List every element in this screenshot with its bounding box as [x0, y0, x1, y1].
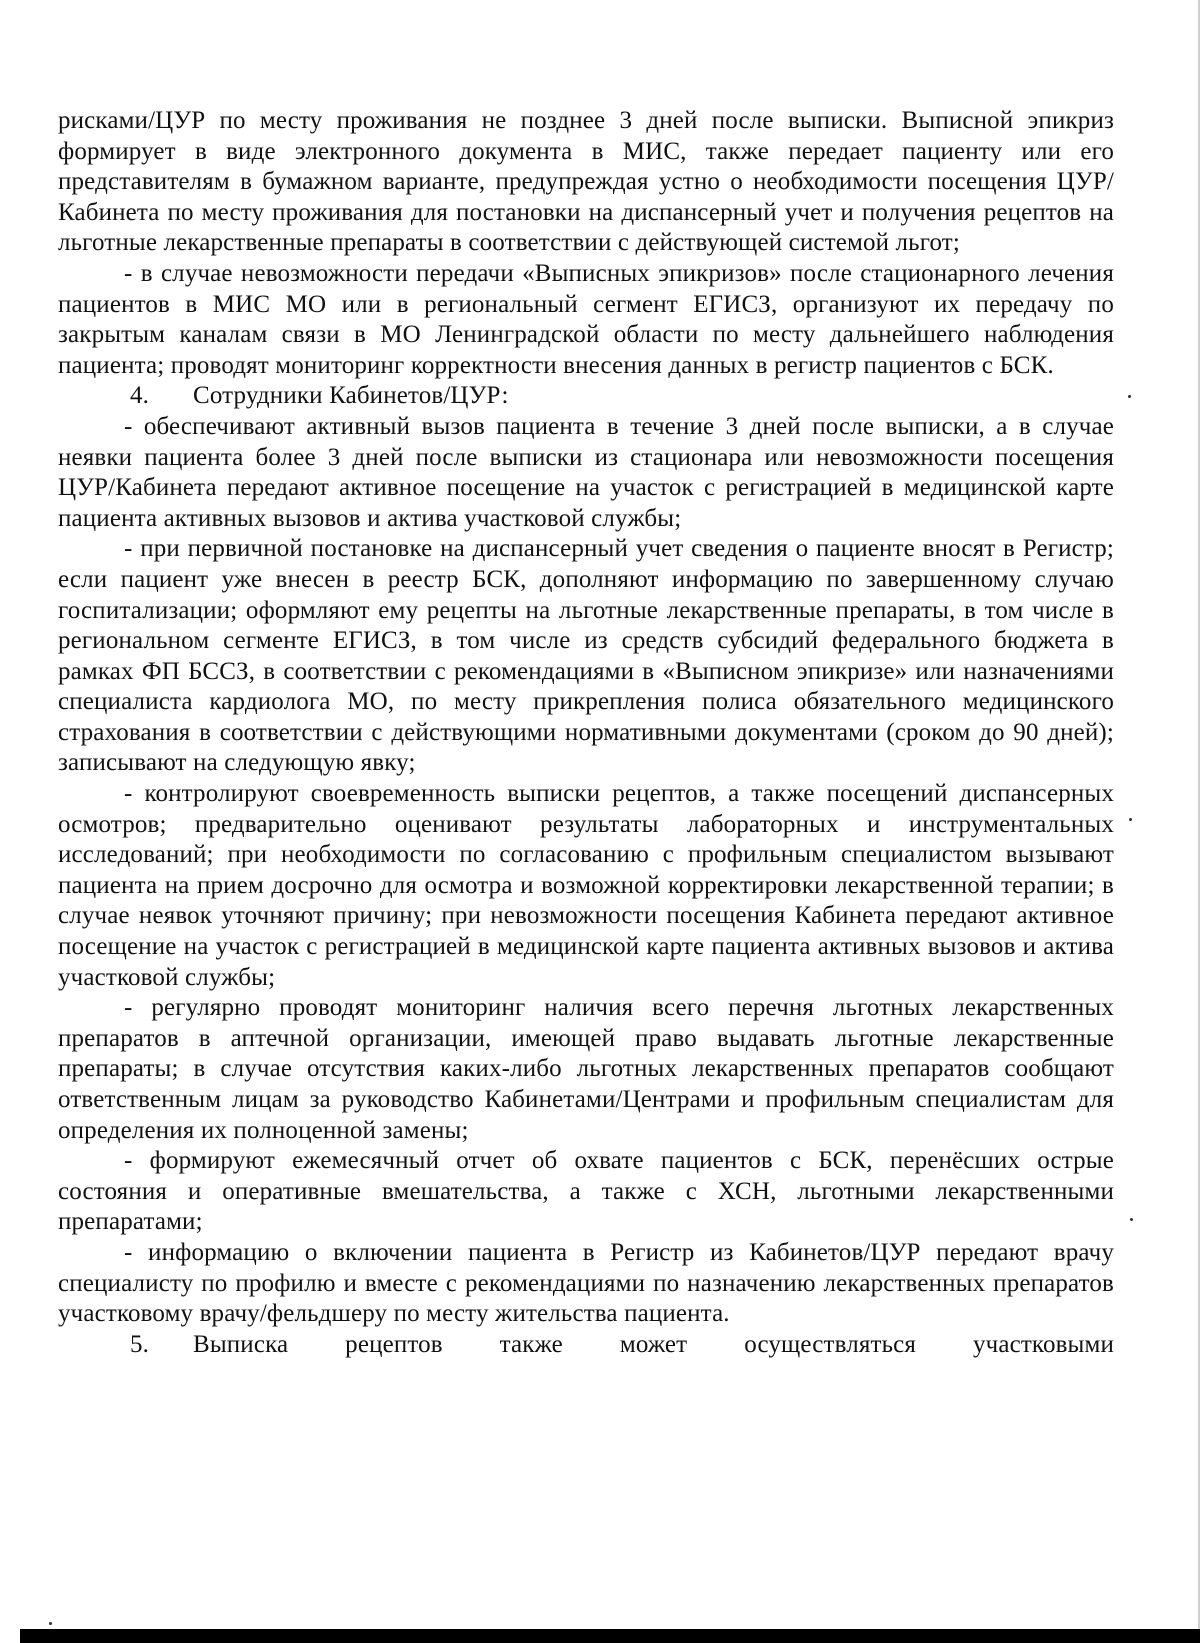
numbered-item-4	[58, 381, 1114, 412]
numbered-item-5	[58, 1330, 1114, 1361]
paragraph-1: рисками/ЦУР по месту проживания не позднее 3 дней после выписки. Выписной эпикриз формирует в виде электронного документа в МИС, также передает пациенту или его представителям в бумажном варианте, предупреждая устно о необходимости посещения ЦУР/Кабинета по месту проживания для постановки на диспансерный учет и получения рецептов на льготные лекарственные препараты в соответствии с действующей системой льгот;	[58, 107, 1114, 257]
item-4-number: 4.	[130, 382, 150, 410]
paragraph-8: - информацию о включении пациента в Регистр из Кабинетов/ЦУР передают врачу специалисту по профилю и вместе с рекомендациями по назначению лекарственных препаратов участковому врачу/фельдшеру по месту жительства пациента.	[58, 1238, 1114, 1328]
paragraph-5: - контролируют своевременность выписки рецептов, а также посещений диспансерных осмотров; предварительно оценивают результаты лабораторных и инструментальных исследований; при необходимости по согласованию с профильным специалистом вызывают пациента на прием досрочно для осмотра и возможной корректировки лекарственной терапии; в случае неявок уточняют причину; при невозможности посещения Кабинета передают активное посещение на участок с регистрацией в медицинской карте пациента активных вызовов и актива участковой службы;	[58, 780, 1114, 991]
paragraph-7: - формируют ежемесячный отчет об охвате пациентов с БСК, перенёсших острые состояния и оперативные вмешательства, а также с ХСН, льготными лекарственными препаратами;	[58, 1147, 1114, 1236]
paragraph-4: - при первичной постановке на диспансерный учет сведения о пациенте вносят в Регистр; если пациент уже внесен в реестр БСК, дополняют информацию по завершенному случаю госпитализации; оформляют ему рецепты на льготные лекарственные препараты, в том числе в региональном сегменте ЕГИСЗ, в том числе из средств субсидий федерального бюджета в рамках ФП БССЗ, в соответствии с рекомендациями в «Выписном эпикризе» или назначениями специалиста кардиолога МО, по месту прикрепления полиса обязательного медицинского страхования в соответствии с действующими нормативными документами (сроком до 90 дней); записывают на следующую явку;	[58, 535, 1114, 777]
item-5-number: 5.	[130, 1330, 150, 1358]
scan-speck	[1128, 395, 1131, 398]
document-page	[58, 106, 1114, 1360]
scan-speck	[1130, 1218, 1133, 1221]
item-5-text: Выписка рецептов также может осуществляться участковыми	[193, 1330, 1114, 1358]
scan-bottom-border	[20, 1629, 1200, 1643]
item-4-text: Сотрудники Кабинетов/ЦУР:	[193, 382, 509, 410]
scan-speck	[1129, 818, 1132, 821]
scan-speck	[49, 1622, 52, 1625]
paragraph-2: - в случае невозможности передачи «Выписных эпикризов» после стационарного лечения пациентов в МИС МО или в региональный сегмент ЕГИСЗ, организуют их передачу по закрытым каналам связи в МО Ленинградской области по месту дальнейшего наблюдения пациента; проводят мониторинг корректности внесения данных в регистр пациентов с БСК.	[58, 259, 1114, 379]
paragraph-6: - регулярно проводят мониторинг наличия всего перечня льготных лекарственных препаратов в аптечной организации, имеющей право выдавать льготные лекарственные препараты; в случае отсутствия каких-либо льготных лекарственных препаратов сообщают ответственным лицам за руководство Кабинетами/Центрами и профильным специалистам для определения их полноценной замены;	[58, 994, 1114, 1144]
paragraph-3: - обеспечивают активный вызов пациента в течение 3 дней после выписки, а в случае неявки пациента более 3 дней после выписки из стационара или невозможности посещения ЦУР/Кабинета передают активное посещение на участок с регистрацией в медицинской карте пациента активных вызовов и актива участковой службы;	[58, 412, 1114, 532]
